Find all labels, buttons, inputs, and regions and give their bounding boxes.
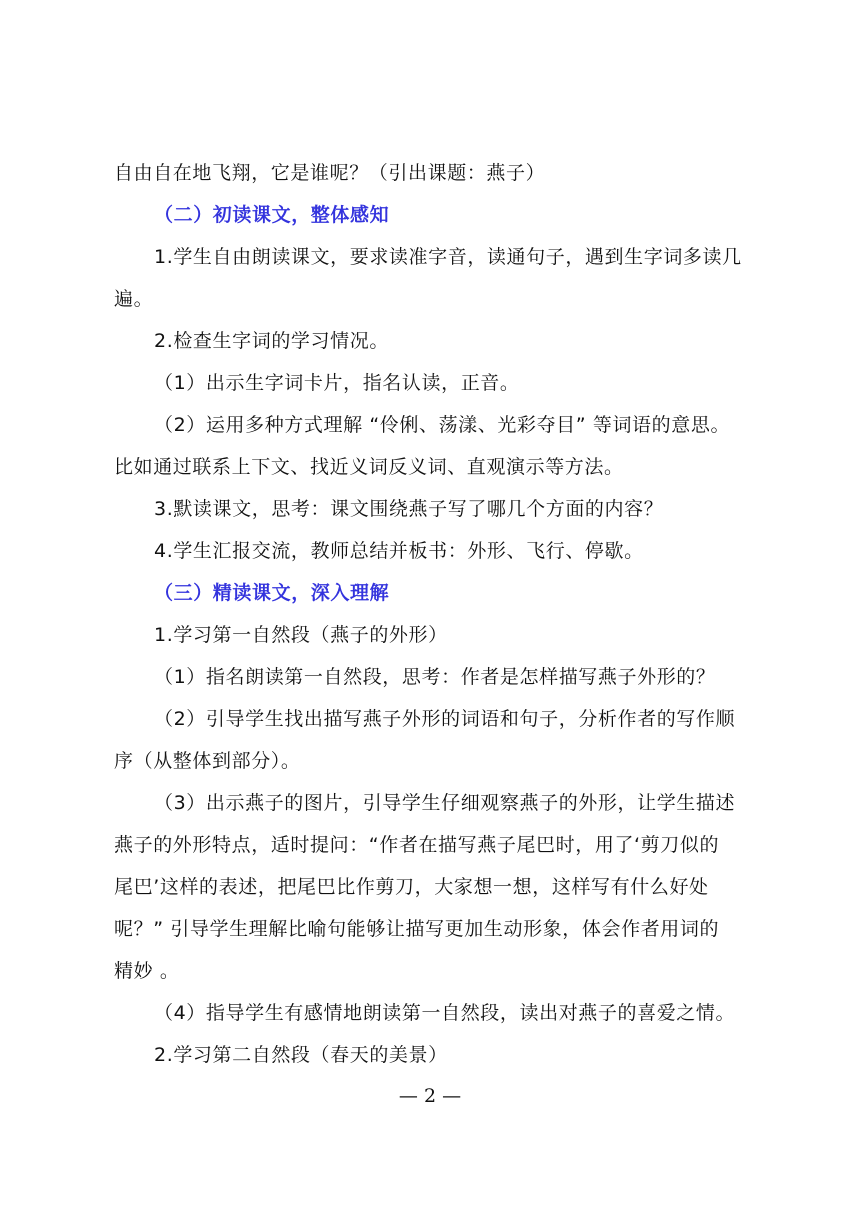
- text-line: （4）指导学生有感情地朗读第一自然段，读出对燕子的喜爱之情。: [154, 1002, 736, 1024]
- text-line: （3）出示燕子的图片，引导学生仔细观察燕子的外形，让学生描述: [154, 792, 736, 814]
- text-line: 遍。: [114, 288, 154, 310]
- text-line: （1）指名朗读第一自然段，思考：作者是怎样描写燕子外形的？: [154, 666, 716, 688]
- section-heading: （二）初读课文，整体感知: [154, 204, 390, 226]
- text-line: 2.学习第二自然段（春天的美景）: [154, 1044, 448, 1066]
- text-line: 自由自在地飞翔，它是谁呢？（引出课题：燕子）: [114, 162, 546, 184]
- text-line: 呢？” 引导学生理解比喻句能够让描写更加生动形象，体会作者用词的: [114, 918, 720, 940]
- text-line: 燕子的外形特点，适时提问：“作者在描写燕子尾巴时，用了‘剪刀似的: [114, 834, 720, 856]
- text-line: 比如通过联系上下文、找近义词反义词、直观演示等方法。: [114, 456, 624, 478]
- page-number: — 2 —: [398, 1085, 462, 1107]
- text-line: （2）引导学生找出描写燕子外形的词语和句子，分析作者的写作顺: [154, 708, 736, 730]
- text-line: （2）运用多种方式理解 “伶俐、荡漾、光彩夺目” 等词语的意思。: [154, 414, 731, 436]
- text-line: 1.学习第一自然段（燕子的外形）: [154, 624, 448, 646]
- text-line: 3.默读课文，思考：课文围绕燕子写了哪几个方面的内容？: [154, 498, 664, 520]
- text-line: 1.学生自由朗读课文，要求读准字音，读通句子，遇到生字词多读几: [154, 246, 742, 268]
- text-line: 尾巴’这样的表述，把尾巴比作剪刀，大家想一想，这样写有什么好处: [114, 876, 709, 898]
- text-line: （1）出示生字词卡片，指名认读，正音。: [154, 372, 520, 394]
- text-line: 精妙 。: [114, 960, 180, 982]
- text-line: 序（从整体到部分）。: [114, 750, 301, 772]
- section-heading: （三）精读课文，深入理解: [154, 582, 390, 604]
- text-line: 2.检查生字词的学习情况。: [154, 330, 389, 352]
- text-line: 4.学生汇报交流，教师总结并板书：外形、飞行、停歇。: [154, 540, 644, 562]
